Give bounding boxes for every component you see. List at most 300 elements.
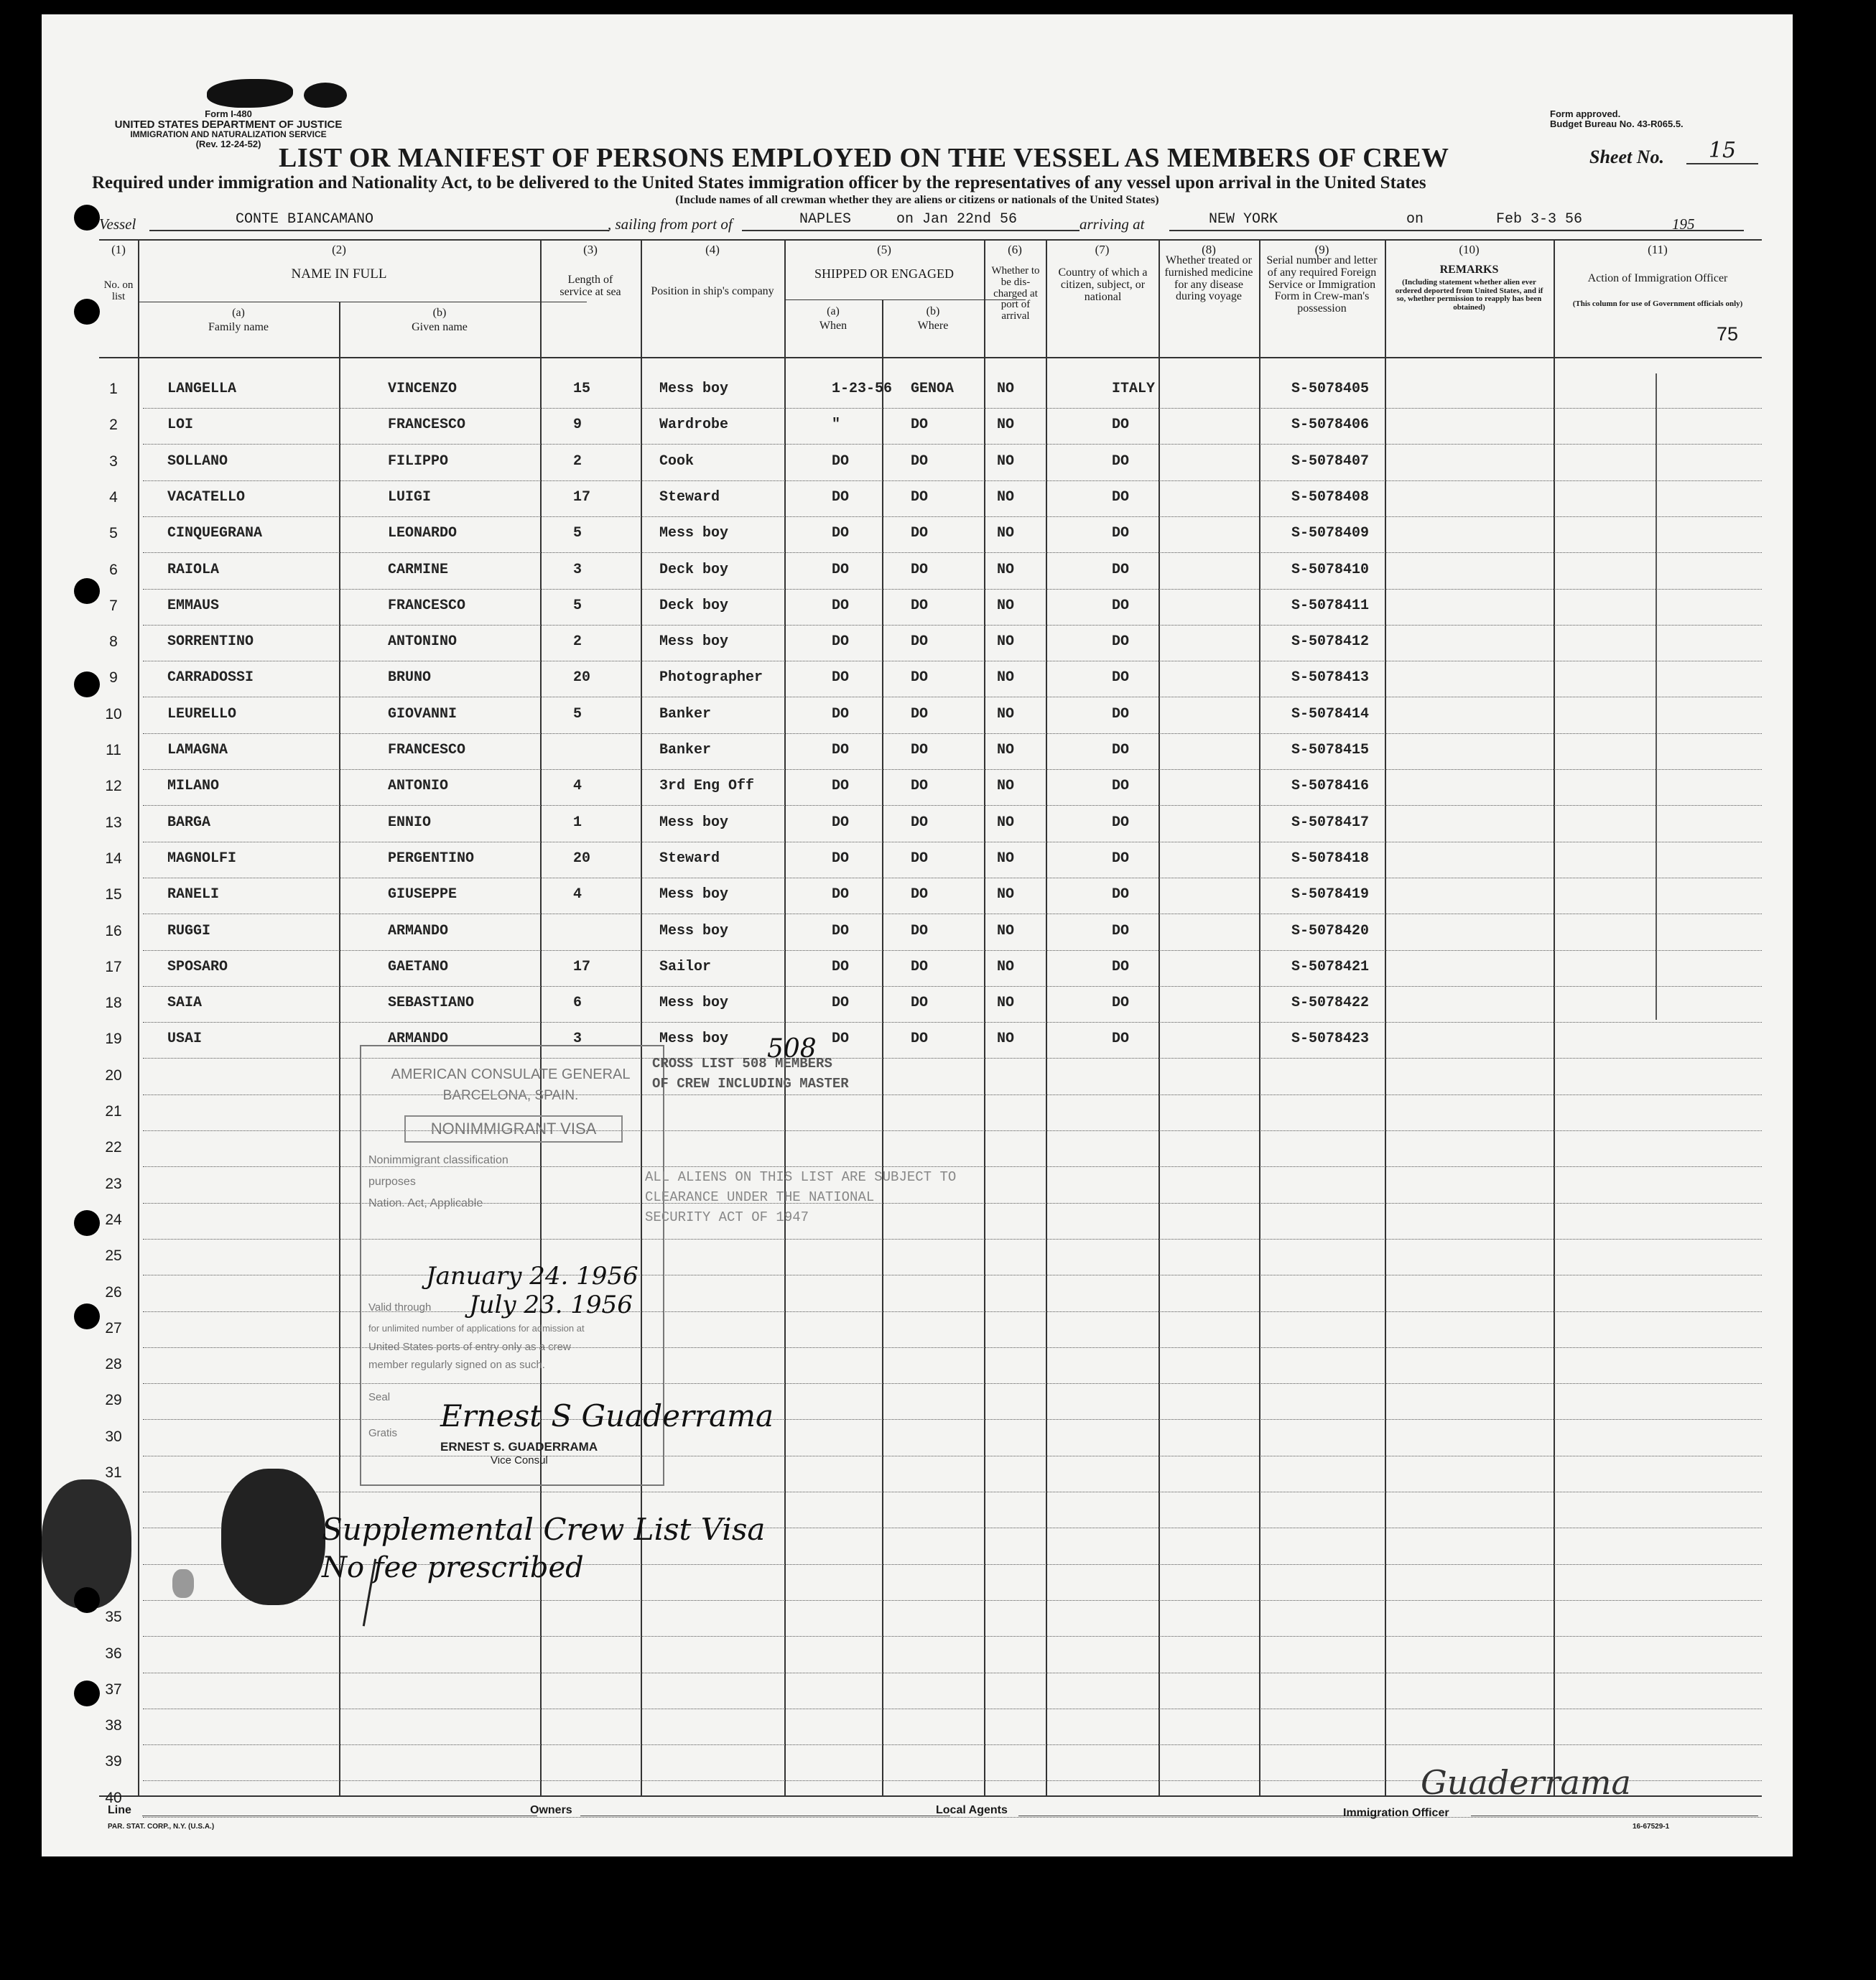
cell-where: DO: [911, 525, 929, 542]
cell-serial: S-5078414: [1291, 705, 1370, 722]
cell-country: DO: [1112, 778, 1130, 795]
cell-family: RAIOLA: [167, 561, 220, 578]
cell-given: ARMANDO: [388, 1031, 449, 1048]
cell-discharged: NO: [997, 381, 1015, 397]
col-header-serial: Serial number and letter of any required Foreign Service or Immigration Form in Crew-man's possession: [1266, 254, 1378, 315]
cell-given: ENNIO: [388, 814, 432, 831]
page-title: LIST OR MANIFEST OF PERSONS EMPLOYED ON THE VESSEL AS MEMBERS OF CREW: [279, 143, 1449, 173]
cell-country: DO: [1112, 417, 1130, 434]
row-number: 37: [105, 1681, 122, 1698]
cell-discharged: NO: [997, 1031, 1015, 1048]
arrival-port: NEW YORK: [1209, 211, 1278, 228]
embossed-seal-right: [221, 1469, 325, 1605]
on-label: on: [1406, 211, 1424, 228]
col-header-action-note: (This column for use of Government officials only): [1572, 299, 1743, 308]
row-rule: [143, 589, 1762, 590]
row-number: 15: [105, 886, 122, 903]
col-divider-5a: [882, 299, 883, 1795]
row-number: 13: [105, 814, 122, 831]
row-rule: [143, 1022, 1762, 1023]
cell-discharged: NO: [997, 742, 1015, 758]
cell-position: Mess boy: [659, 525, 729, 542]
consul-title: Vice Consul: [491, 1454, 548, 1467]
cell-when: DO: [832, 958, 850, 975]
cell-family: LOI: [167, 417, 194, 434]
row-number: 23: [105, 1175, 122, 1192]
punch-hole: [74, 671, 100, 697]
cell-country: DO: [1112, 705, 1130, 722]
cell-when: ": [832, 417, 841, 434]
cell-where: DO: [911, 597, 929, 614]
punch-hole: [74, 1681, 100, 1706]
col-divider-5: [984, 239, 985, 1795]
col-num-10: (10): [1459, 243, 1480, 256]
cell-family: LAMAGNA: [167, 742, 228, 758]
cell-where: GENOA: [911, 381, 955, 397]
row-number: 16: [105, 922, 122, 939]
cell-given: VINCENZO: [388, 381, 458, 397]
col-divider-4: [784, 239, 786, 1795]
cell-when: DO: [832, 886, 850, 903]
cell-when: DO: [832, 525, 850, 542]
col-header-remarks-note: (Including statement whether alien ever ordered deported from United States, and if so, whether permission to reapply has been obtained): [1395, 278, 1543, 312]
row-rule: [143, 805, 1762, 806]
cell-country: ITALY: [1112, 381, 1156, 397]
form-number: Form I-480: [205, 108, 252, 119]
stamp-seal-label: Seal: [368, 1391, 391, 1403]
cell-country: DO: [1112, 958, 1130, 975]
footer-owners-label: Owners: [530, 1804, 572, 1816]
col-header-when: When: [819, 320, 848, 332]
stamp-city: BARCELONA, SPAIN.: [442, 1088, 579, 1103]
cell-discharged: NO: [997, 488, 1015, 506]
cell-discharged: NO: [997, 814, 1015, 831]
col-header-family: Family name: [208, 321, 269, 333]
row-rule: [143, 1636, 1762, 1637]
col-header-shipped: SHIPPED OR ENGAGED: [814, 266, 954, 281]
cell-serial: S-5078408: [1291, 488, 1370, 506]
cell-discharged: NO: [997, 633, 1015, 651]
cell-given: GIUSEPPE: [388, 886, 458, 903]
col-header-given-letter: (b): [432, 307, 447, 319]
cell-family: USAI: [167, 1031, 203, 1048]
include-note: (Include names of all crewman whether they are aliens or citizens or nationals of the United States): [675, 194, 1159, 206]
cell-country: DO: [1112, 814, 1130, 831]
cell-position: Mess boy: [659, 1031, 729, 1048]
cell-when: 1-23-56: [832, 381, 893, 397]
cell-where: DO: [911, 1031, 929, 1048]
cell-service: 5: [573, 705, 582, 722]
cell-family: LANGELLA: [167, 381, 237, 397]
cell-serial: S-5078418: [1291, 850, 1370, 867]
col-header-no: No. on list: [103, 279, 134, 302]
punch-hole: [74, 205, 100, 231]
col-num-6: (6): [1008, 243, 1022, 256]
cell-where: DO: [911, 561, 929, 578]
col-divider-6: [1046, 239, 1047, 1795]
cell-discharged: NO: [997, 778, 1015, 795]
cell-country: DO: [1112, 452, 1130, 470]
stamp-admission: for unlimited number of applications for admission at: [368, 1323, 585, 1334]
row-number: 18: [105, 995, 122, 1012]
row-rule: [143, 516, 1762, 517]
departure-date: on Jan 22nd 56: [896, 211, 1018, 228]
row-rule: [143, 552, 1762, 553]
cell-position: Mess boy: [659, 922, 729, 939]
cell-position: Deck boy: [659, 597, 729, 614]
row-number: 8: [109, 633, 118, 651]
cell-service: 20: [573, 850, 591, 867]
stamp-gratis-label: Gratis: [368, 1427, 398, 1439]
cell-discharged: NO: [997, 417, 1015, 434]
row-rule: [143, 444, 1762, 445]
row-number: 7: [109, 597, 118, 614]
stamp-issue-date: January 24. 1956: [426, 1262, 639, 1291]
cell-serial: S-5078417: [1291, 814, 1370, 831]
cell-when: DO: [832, 488, 850, 506]
cell-country: DO: [1112, 669, 1130, 687]
cell-serial: S-5078419: [1291, 886, 1370, 903]
col-header-family-letter: (a): [232, 307, 245, 319]
cell-service: 2: [573, 452, 582, 470]
cell-country: DO: [1112, 488, 1130, 506]
cell-country: DO: [1112, 742, 1130, 758]
col-header-given: Given name: [412, 321, 468, 333]
cell-country: DO: [1112, 525, 1130, 542]
cell-where: DO: [911, 633, 929, 651]
cell-when: DO: [832, 1031, 850, 1048]
clearance-line-1: ALL ALIENS ON THIS LIST ARE SUBJECT TO: [645, 1169, 957, 1185]
col-num-1: (1): [111, 243, 126, 256]
row-number: 6: [109, 561, 118, 578]
col-header-where-letter: (b): [926, 305, 940, 317]
cell-given: FRANCESCO: [388, 742, 466, 758]
header-bottom-border: [99, 357, 1762, 358]
row-rule: [143, 480, 1762, 481]
cell-family: LEURELLO: [167, 705, 237, 722]
cell-given: GIOVANNI: [388, 705, 458, 722]
arrival-date: Feb 3-3 56: [1496, 211, 1583, 228]
col-header-remarks: REMARKS: [1439, 264, 1499, 276]
row-number: 10: [105, 705, 122, 722]
cell-family: SAIA: [167, 995, 203, 1012]
service-name: IMMIGRATION AND NATURALIZATION SERVICE: [130, 129, 327, 140]
cell-serial: S-5078407: [1291, 452, 1370, 470]
col-num-3: (3): [583, 243, 598, 256]
cell-serial: S-5078421: [1291, 958, 1370, 975]
col-header-position: Position in ship's company: [651, 285, 774, 297]
cell-when: DO: [832, 633, 850, 651]
cell-country: DO: [1112, 597, 1130, 614]
cell-family: MILANO: [167, 778, 220, 795]
cell-when: DO: [832, 597, 850, 614]
cell-serial: S-5078415: [1291, 742, 1370, 758]
footer-officer-label: Immigration Officer: [1343, 1807, 1449, 1819]
row-number: 38: [105, 1717, 122, 1734]
cell-given: PERGENTINO: [388, 850, 475, 867]
row-number: 40: [105, 1789, 122, 1806]
budget-bureau: Budget Bureau No. 43-R065.5.: [1550, 118, 1684, 129]
vessel-label: Vessel: [99, 215, 136, 233]
officer-signature: Guaderrama: [1421, 1763, 1631, 1802]
cell-where: DO: [911, 742, 929, 758]
col-header-service: Length of service at sea: [559, 274, 621, 298]
cell-family: RUGGI: [167, 922, 211, 939]
cell-family: CARRADOSSI: [167, 669, 254, 687]
cell-where: DO: [911, 995, 929, 1012]
clearance-line-3: SECURITY ACT OF 1947: [645, 1209, 809, 1225]
cell-family: BARGA: [167, 814, 211, 831]
sheet-number: 15: [1686, 138, 1758, 164]
row-number: 29: [105, 1392, 122, 1409]
row-number: 27: [105, 1319, 122, 1337]
cell-discharged: NO: [997, 705, 1015, 722]
row-number: 12: [105, 778, 122, 795]
col-num-11: (11): [1648, 243, 1668, 256]
row-number: 20: [105, 1066, 122, 1084]
row-number: 35: [105, 1609, 122, 1626]
row-rule: [143, 408, 1762, 409]
row-rule: [143, 733, 1762, 734]
row-number: 17: [105, 958, 122, 975]
cell-position: Mess boy: [659, 886, 729, 903]
cell-when: DO: [832, 452, 850, 470]
handwritten-note-1: Supplemental Crew List Visa: [322, 1512, 766, 1547]
vessel-underline: [149, 230, 609, 231]
cell-discharged: NO: [997, 525, 1015, 542]
cell-country: DO: [1112, 561, 1130, 578]
row-number: 25: [105, 1247, 122, 1265]
crew-total-stamp: CROSS LIST 508 MEMBERS: [652, 1056, 832, 1072]
cell-position: Mess boy: [659, 381, 729, 397]
stamp-classification: Nonimmigrant classification: [368, 1154, 509, 1166]
row-number: 11: [106, 742, 121, 758]
cell-service: 2: [573, 633, 582, 651]
cell-when: DO: [832, 561, 850, 578]
row-rule: [143, 950, 1762, 951]
cell-when: DO: [832, 850, 850, 867]
page-number: 75: [1717, 323, 1739, 345]
cell-serial: S-5078409: [1291, 525, 1370, 542]
row-number: 3: [109, 452, 118, 470]
cell-serial: S-5078405: [1291, 381, 1370, 397]
cell-serial: S-5078420: [1291, 922, 1370, 939]
cell-serial: S-5078411: [1291, 597, 1370, 614]
cell-serial: S-5078423: [1291, 1031, 1370, 1048]
year-label: 195: [1672, 215, 1695, 233]
cell-given: ARMANDO: [388, 922, 449, 939]
cell-position: Cook: [659, 452, 695, 470]
cell-family: SORRENTINO: [167, 633, 254, 651]
stamp-valid-date: July 23. 1956: [469, 1291, 633, 1319]
col-divider-10: [1554, 239, 1555, 1795]
cell-service: 5: [573, 597, 582, 614]
cell-when: DO: [832, 778, 850, 795]
cell-position: Photographer: [659, 669, 763, 687]
cell-service: 9: [573, 417, 582, 434]
stamp-ports: United States ports of entry only as a crew: [368, 1341, 571, 1353]
cell-serial: S-5078412: [1291, 633, 1370, 651]
cell-given: SEBASTIANO: [388, 995, 475, 1012]
cell-family: RANELI: [167, 886, 220, 903]
stamp-member: member regularly signed on as such.: [368, 1359, 545, 1371]
cell-when: DO: [832, 742, 850, 758]
col-num-8: (8): [1202, 243, 1216, 256]
cell-where: DO: [911, 850, 929, 867]
cell-when: DO: [832, 922, 850, 939]
cell-given: LEONARDO: [388, 525, 458, 542]
row-number: 19: [105, 1031, 122, 1048]
vessel-name: CONTE BIANCAMANO: [236, 211, 374, 228]
cell-serial: S-5078410: [1291, 561, 1370, 578]
sheet-label: Sheet No.: [1589, 147, 1664, 167]
cell-family: CINQUEGRANA: [167, 525, 263, 542]
cell-discharged: NO: [997, 561, 1015, 578]
stamp-consulate: AMERICAN CONSULATE GENERAL: [391, 1066, 631, 1082]
row-rule: [143, 986, 1762, 987]
footer-code: 16-67529-1: [1633, 1823, 1670, 1831]
cell-discharged: NO: [997, 886, 1015, 903]
cell-position: Sailor: [659, 958, 712, 975]
cell-where: DO: [911, 778, 929, 795]
cell-discharged: NO: [997, 669, 1015, 687]
cell-where: DO: [911, 669, 929, 687]
row-number: 28: [105, 1356, 122, 1373]
col-header-name: NAME IN FULL: [291, 266, 387, 282]
eagle-seal-mark: [207, 79, 293, 108]
form-approved: Form approved.: [1550, 108, 1621, 119]
cell-given: ANTONINO: [388, 633, 458, 651]
stamp-purposes: purposes: [368, 1176, 416, 1188]
col-num-2: (2): [332, 243, 346, 256]
cell-serial: S-5078413: [1291, 669, 1370, 687]
col-header-discharged: Whether to be dis-charged at port of arrival: [991, 265, 1040, 322]
cell-family: EMMAUS: [167, 597, 220, 614]
row-number: 24: [105, 1211, 122, 1228]
cell-service: 5: [573, 525, 582, 542]
cell-position: Steward: [659, 488, 720, 506]
departure-port: NAPLES: [799, 211, 852, 228]
cell-discharged: NO: [997, 922, 1015, 939]
arrival-underline: [1169, 230, 1744, 231]
cell-position: Banker: [659, 705, 712, 722]
cell-serial: S-5078406: [1291, 417, 1370, 434]
cell-country: DO: [1112, 1031, 1130, 1048]
cell-service: 17: [573, 488, 591, 506]
cell-when: DO: [832, 669, 850, 687]
row-number: 4: [109, 488, 118, 506]
cell-given: FRANCESCO: [388, 417, 466, 434]
cell-discharged: NO: [997, 597, 1015, 614]
consul-name: ERNEST S. GUADERRAMA: [440, 1440, 598, 1454]
row-number: 21: [105, 1103, 122, 1120]
row-number: 1: [109, 381, 118, 397]
stamp-valid-label: Valid through: [368, 1301, 432, 1314]
crew-total-handwritten: 508: [767, 1034, 817, 1064]
cell-given: GAETANO: [388, 958, 449, 975]
col-header-where: Where: [917, 320, 949, 332]
embossed-seal-dot: [172, 1569, 194, 1598]
cell-service: 3: [573, 1031, 582, 1048]
row-number: 14: [105, 850, 122, 867]
cell-discharged: NO: [997, 850, 1015, 867]
cell-family: SOLLANO: [167, 452, 228, 470]
cell-position: Steward: [659, 850, 720, 867]
row-number: 2: [109, 417, 118, 434]
punch-hole: [74, 578, 100, 604]
cell-discharged: NO: [997, 995, 1015, 1012]
cell-where: DO: [911, 417, 929, 434]
stamp-nation-act: Nation. Act, Applicable: [368, 1197, 483, 1209]
cell-where: DO: [911, 886, 929, 903]
seal-mark-small: [304, 83, 347, 108]
manifest-sheet: [42, 14, 1793, 1856]
form-revision: (Rev. 12-24-52): [195, 138, 261, 149]
row-number: 39: [105, 1753, 122, 1770]
cell-country: DO: [1112, 922, 1130, 939]
cell-service: 1: [573, 814, 582, 831]
cell-given: FRANCESCO: [388, 597, 466, 614]
col-num-5: (5): [877, 243, 891, 256]
cell-country: DO: [1112, 633, 1130, 651]
cell-when: DO: [832, 705, 850, 722]
cell-when: DO: [832, 814, 850, 831]
table-top-border: [99, 239, 1762, 241]
punch-hole: [74, 1210, 100, 1236]
row-rule: [143, 625, 1762, 626]
cell-service: 6: [573, 995, 582, 1012]
cell-position: Mess boy: [659, 633, 729, 651]
col-header-medicine: Whether treated or furnished medicine for any disease during voyage: [1164, 254, 1253, 303]
cell-position: Mess boy: [659, 814, 729, 831]
punch-hole: [74, 1587, 100, 1613]
cell-where: DO: [911, 814, 929, 831]
cell-given: LUIGI: [388, 488, 432, 506]
cell-where: DO: [911, 488, 929, 506]
cell-service: 4: [573, 886, 582, 903]
arriving-label: arriving at: [1079, 215, 1145, 233]
cell-position: Deck boy: [659, 561, 729, 578]
cell-discharged: NO: [997, 958, 1015, 975]
cell-given: ANTONIO: [388, 778, 449, 795]
row-number: 22: [105, 1139, 122, 1156]
cell-family: SPOSARO: [167, 958, 228, 975]
col-divider-3: [641, 239, 642, 1795]
col-num-4: (4): [705, 243, 720, 256]
consul-signature: Ernest S Guaderrama: [440, 1398, 774, 1433]
cell-where: DO: [911, 705, 929, 722]
row-number: 36: [105, 1645, 122, 1662]
row-number: 30: [105, 1428, 122, 1445]
cell-where: DO: [911, 958, 929, 975]
clearance-line-2: CLEARANCE UNDER THE NATIONAL: [645, 1189, 875, 1205]
col-num-7: (7): [1095, 243, 1110, 256]
cell-where: DO: [911, 452, 929, 470]
cell-given: BRUNO: [388, 669, 432, 687]
col-num-9: (9): [1314, 243, 1329, 256]
cell-position: Mess boy: [659, 995, 729, 1012]
department-name: UNITED STATES DEPARTMENT OF JUSTICE: [114, 118, 343, 131]
check-mark-line: [1656, 373, 1657, 1020]
cell-position: 3rd Eng Off: [659, 778, 755, 795]
col-divider-8: [1259, 239, 1260, 1795]
footer-line-label: Line: [108, 1804, 131, 1816]
cell-discharged: NO: [997, 452, 1015, 470]
cell-where: DO: [911, 922, 929, 939]
footer-agents-label: Local Agents: [936, 1804, 1008, 1816]
row-rule: [143, 1744, 1762, 1745]
col-header-when-letter: (a): [827, 305, 840, 317]
